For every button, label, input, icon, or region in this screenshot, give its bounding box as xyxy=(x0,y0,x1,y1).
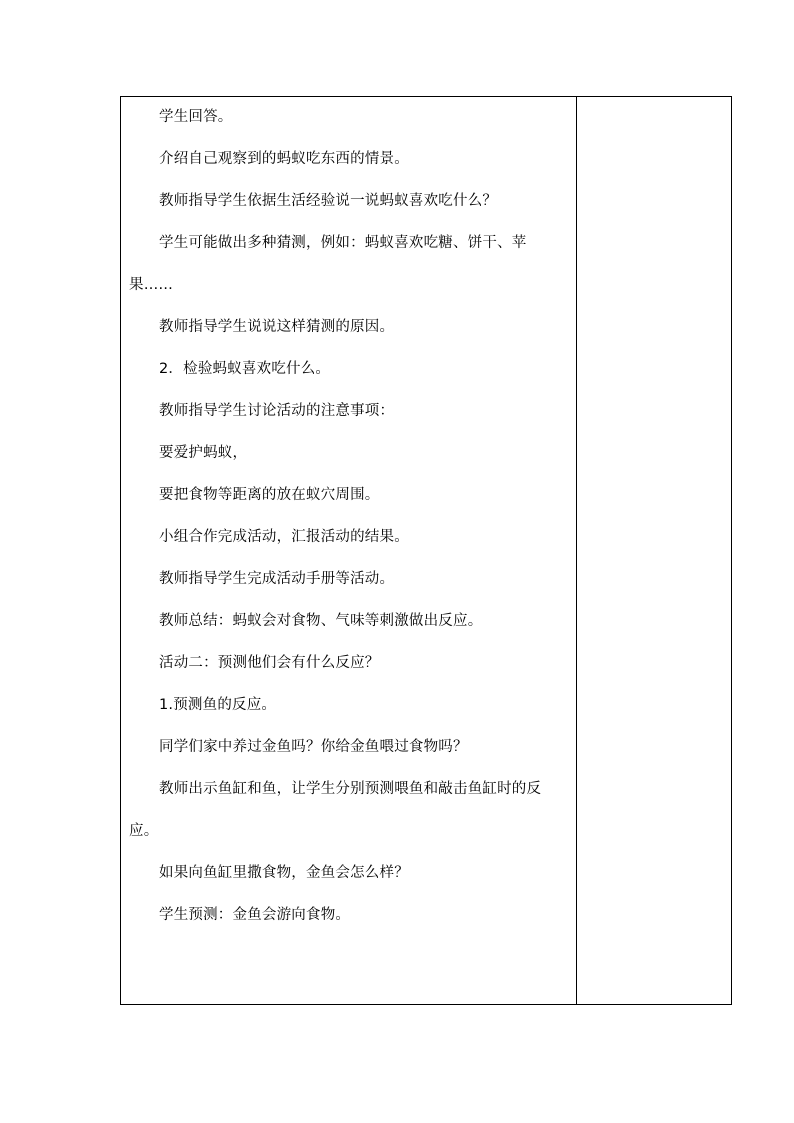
text-line: 如果向鱼缸里撒食物，金鱼会怎么样？ xyxy=(159,865,409,881)
text-line: 要爱护蚂蚁， xyxy=(159,445,248,461)
text-line: 果…… xyxy=(129,277,174,293)
text-line: 小组合作完成活动，汇报活动的结果。 xyxy=(159,529,409,545)
text-line: 教师指导学生依据生活经验说一说蚂蚁喜欢吃什么？ xyxy=(159,193,498,209)
text-line: 2．检验蚂蚁喜欢吃什么。 xyxy=(159,361,331,377)
text-line: 教师总结：蚂蚁会对食物、气味等刺激做出反应。 xyxy=(159,613,483,629)
text-line: 介绍自己观察到的蚂蚁吃东西的情景。 xyxy=(159,151,409,167)
text-line: 同学们家中养过金鱼吗？你给金鱼喂过食物吗？ xyxy=(159,739,468,755)
text-line: 教师指导学生完成活动手册等活动。 xyxy=(159,571,395,587)
text-line: 要把食物等距离的放在蚁穴周围。 xyxy=(159,487,380,503)
text-line: 活动二：预测他们会有什么反应？ xyxy=(159,655,380,671)
text-line: 应。 xyxy=(129,823,159,839)
text-line: 学生回答。 xyxy=(159,109,233,125)
text-line: 教师指导学生讨论活动的注意事项： xyxy=(159,403,395,419)
text-line: 教师指导学生说说这样猜测的原因。 xyxy=(159,319,395,335)
text-line: 学生预测：金鱼会游向食物。 xyxy=(159,907,351,923)
text-line: 1.预测鱼的反应。 xyxy=(159,697,277,713)
lesson-table xyxy=(120,96,732,1005)
text-line: 教师出示鱼缸和鱼，让学生分别预测喂鱼和敲击鱼缸时的反 xyxy=(159,781,542,797)
content-cell xyxy=(121,97,577,1004)
text-line: 学生可能做出多种猜测，例如：蚂蚁喜欢吃糖、饼干、苹 xyxy=(159,235,527,251)
